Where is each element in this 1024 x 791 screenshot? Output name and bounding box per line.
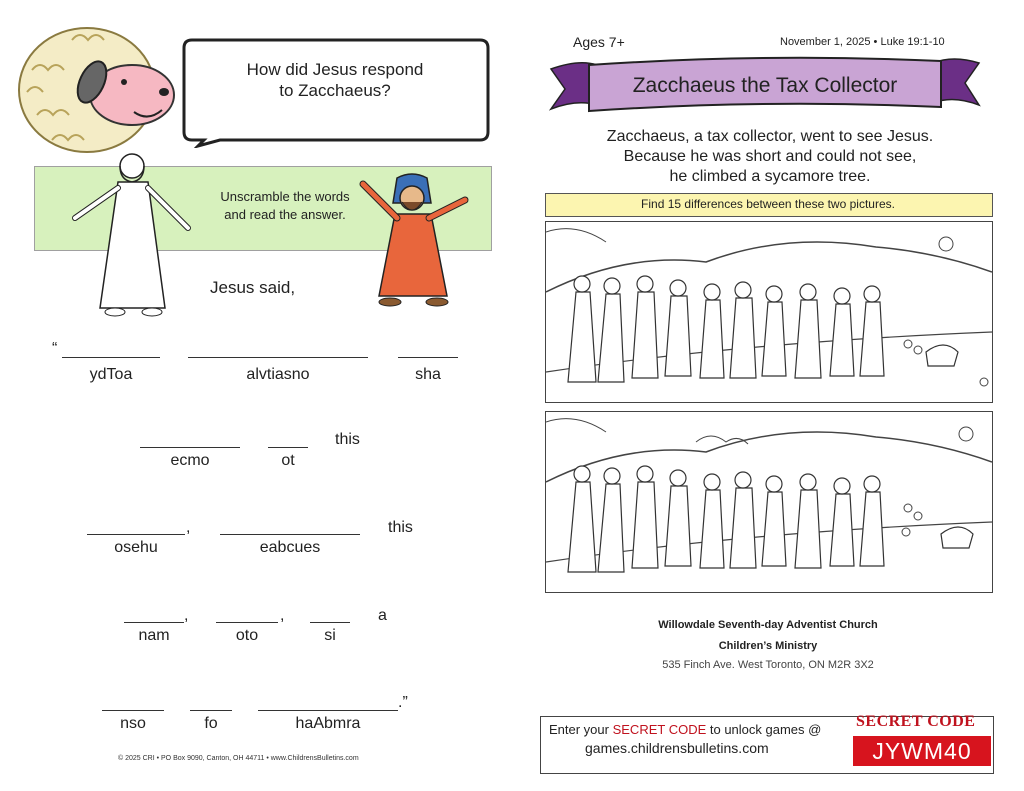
church-name: Willowdale Seventh-day Adventist Church bbox=[658, 619, 878, 631]
code-prefix: Enter your bbox=[549, 722, 613, 737]
answer-blank-12[interactable] bbox=[190, 710, 232, 711]
answer-blank-9[interactable] bbox=[216, 622, 278, 623]
scrambled-word-11: nso bbox=[120, 715, 146, 732]
differences-instruction: Find 15 differences between these two pictures. bbox=[641, 197, 895, 211]
green-line-2: and read the answer. bbox=[224, 207, 346, 222]
unscramble-instruction bbox=[195, 188, 375, 224]
answer-blank-10[interactable] bbox=[310, 622, 350, 623]
secret-code-prompt bbox=[549, 722, 821, 737]
scene-picture-2[interactable] bbox=[545, 411, 993, 593]
story-line-1: Zacchaeus, a tax collector, went to see Jesus. bbox=[606, 128, 934, 145]
scene-picture-1[interactable] bbox=[545, 221, 993, 403]
story-text bbox=[545, 127, 995, 187]
date-reference: November 1, 2025 • Luke 19:1-10 bbox=[780, 36, 945, 48]
answer-blank-7[interactable] bbox=[220, 534, 360, 535]
code-suffix: to unlock games @ bbox=[706, 722, 822, 737]
scrambled-word-1: ydToa bbox=[89, 366, 133, 383]
jesus-said-label: Jesus said, bbox=[210, 278, 296, 297]
secret-code-value: JYWM40 bbox=[853, 736, 991, 766]
answer-blank-4[interactable] bbox=[140, 447, 240, 448]
scrambled-word-7: eabcues bbox=[259, 539, 321, 556]
zacchaeus-illustration bbox=[355, 170, 470, 310]
given-word-a: a bbox=[378, 607, 387, 624]
ministry-name: Children’s Ministry bbox=[718, 640, 818, 652]
answer-blank-1[interactable] bbox=[62, 357, 160, 358]
copyright-footer: © 2025 CRI • PO Box 9090, Canton, OH 44711 • www.ChildrensBulletins.com bbox=[118, 755, 359, 762]
answer-blank-11[interactable] bbox=[102, 710, 164, 711]
comma-1: , bbox=[186, 519, 191, 536]
ages-label: Ages 7+ bbox=[573, 34, 625, 50]
bubble-line-1: How did Jesus respond bbox=[246, 60, 424, 79]
answer-blank-3[interactable] bbox=[398, 357, 458, 358]
church-address: 535 Finch Ave. West Toronto, ON M2R 3X2 bbox=[662, 659, 874, 671]
given-word-this-2: this bbox=[388, 519, 413, 536]
scrambled-word-8: nam bbox=[138, 627, 170, 644]
bubble-line-2: to Zacchaeus? bbox=[279, 81, 391, 100]
scrambled-word-2: alvtiasno bbox=[246, 366, 310, 383]
comma-2: , bbox=[184, 607, 189, 624]
close-quote: .” bbox=[398, 694, 408, 711]
story-line-2: Because he was short and could not see, bbox=[623, 148, 917, 165]
answer-blank-2[interactable] bbox=[188, 357, 368, 358]
scrambled-word-12: fo bbox=[204, 715, 218, 732]
jesus-illustration bbox=[70, 148, 195, 320]
scrambled-word-4: ecmo bbox=[170, 452, 210, 469]
scrambled-word-10: si bbox=[324, 627, 336, 644]
scrambled-word-6: osehu bbox=[114, 539, 158, 556]
answer-blank-8[interactable] bbox=[124, 622, 184, 623]
answer-blank-5[interactable] bbox=[268, 447, 308, 448]
bubble-question bbox=[215, 59, 455, 101]
answer-blank-6[interactable] bbox=[87, 534, 185, 535]
scrambled-word-5: ot bbox=[281, 452, 295, 469]
comma-3: , bbox=[280, 607, 285, 624]
games-website-link[interactable]: games.childrensbulletins.com bbox=[585, 740, 769, 756]
open-quote: “ bbox=[52, 340, 58, 357]
given-word-this-1: this bbox=[335, 431, 360, 448]
answer-blank-13[interactable] bbox=[258, 710, 398, 711]
green-line-1: Unscramble the words bbox=[220, 189, 350, 204]
secret-code-highlight: SECRET CODE bbox=[612, 722, 707, 737]
page-title: Zacchaeus the Tax Collector bbox=[632, 74, 898, 97]
secret-code-stamp-label: SECRET CODE bbox=[856, 713, 976, 730]
scrambled-word-13: haAbmra bbox=[295, 715, 361, 732]
scrambled-word-3: sha bbox=[415, 366, 441, 383]
story-line-3: he climbed a sycamore tree. bbox=[669, 168, 871, 185]
scrambled-word-9: oto bbox=[235, 627, 259, 644]
sheep-illustration bbox=[12, 20, 187, 155]
